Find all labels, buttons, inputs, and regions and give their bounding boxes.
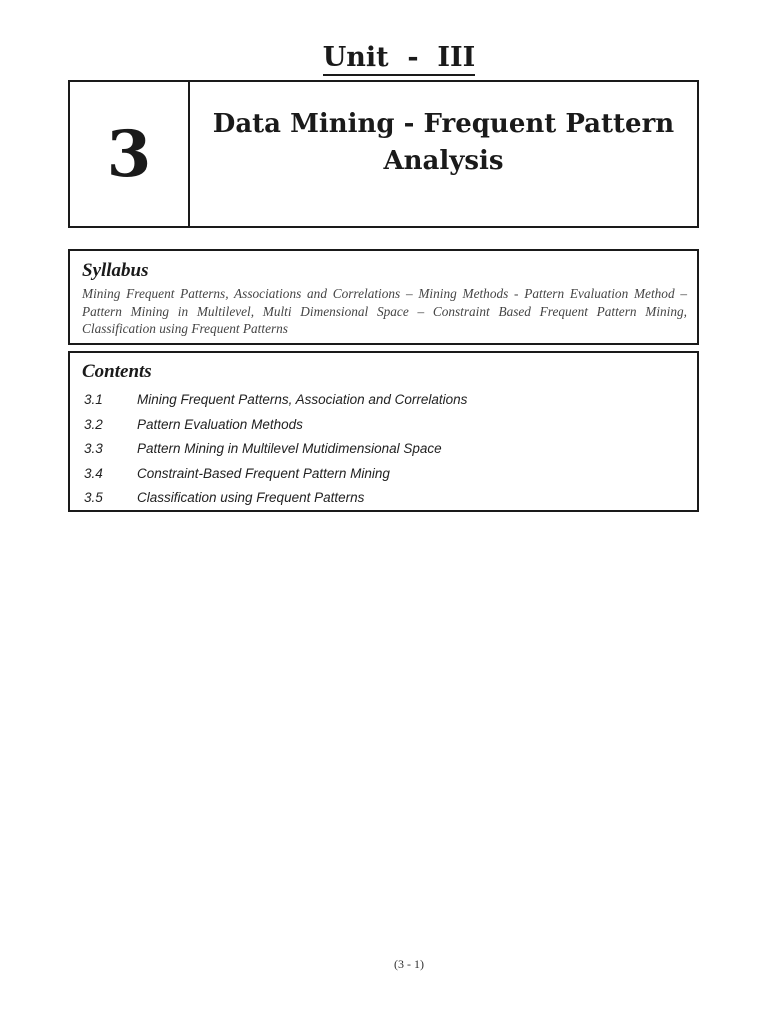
contents-item-title: Classification using Frequent Patterns <box>137 490 365 505</box>
chapter-title-line-2: Analysis <box>383 146 504 176</box>
chapter-title-line-1: Data Mining - Frequent Pattern <box>212 109 675 139</box>
contents-box <box>68 351 699 512</box>
contents-item-number: 3.5 <box>84 490 103 505</box>
contents-item-number: 3.2 <box>84 416 103 432</box>
contents-list <box>84 388 697 511</box>
contents-item-title: Pattern Mining in Multilevel Mutidimensional Space <box>137 441 442 456</box>
contents-item-number: 3.3 <box>84 441 103 456</box>
unit-title <box>0 40 768 76</box>
chapter-number: 3 <box>70 82 190 226</box>
contents-item-title: Constraint-Based Frequent Pattern Mining <box>137 465 390 481</box>
contents-item[interactable] <box>84 413 697 438</box>
chapter-header-box <box>68 80 699 228</box>
contents-item-number: 3.4 <box>84 465 103 481</box>
contents-item[interactable] <box>84 486 697 511</box>
contents-item-title: Mining Frequent Patterns, Association and Correlations <box>137 392 468 407</box>
unit-title-text: Unit - III <box>323 42 476 76</box>
syllabus-text: Mining Frequent Patterns, Associations and Correlations – Mining Methods - Pattern Evaluation Method – Pattern Mining in Multilevel, Multi Dimensional Space – Constraint Based Frequent Pattern Mining, Classification using Frequent Patterns <box>82 286 687 336</box>
contents-item-title: Pattern Evaluation Methods <box>137 416 303 432</box>
contents-item[interactable] <box>84 388 697 413</box>
contents-item[interactable] <box>84 437 697 462</box>
syllabus-box <box>68 249 699 345</box>
contents-item[interactable] <box>84 462 697 487</box>
chapter-title <box>190 82 697 226</box>
page-number: (3 - 1) <box>394 957 424 971</box>
contents-item-number: 3.1 <box>84 392 103 407</box>
contents-heading: Contents <box>82 361 152 382</box>
syllabus-heading: Syllabus <box>82 260 149 281</box>
